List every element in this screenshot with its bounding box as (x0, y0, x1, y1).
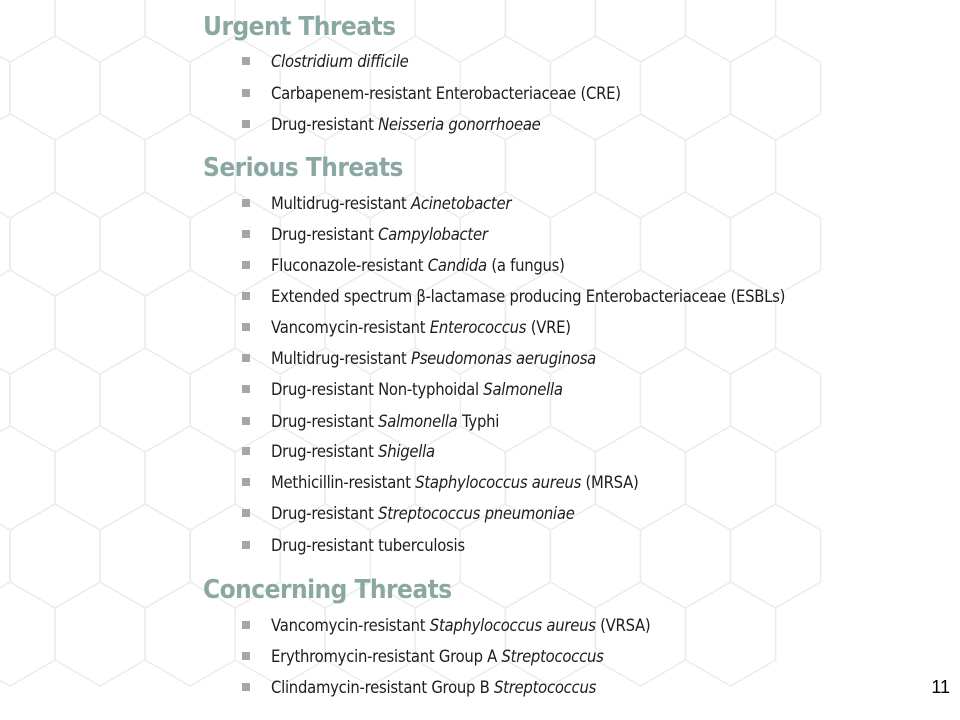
hexagon-shape (100, 192, 190, 296)
item-text-segment: Drug-resistant (271, 114, 379, 134)
list-item (242, 676, 632, 698)
square-bullet-icon (242, 230, 250, 238)
square-bullet-icon (242, 478, 250, 486)
list-item (242, 378, 595, 400)
list-item-text (271, 473, 638, 492)
item-text-segment: Streptococcus (494, 677, 597, 697)
item-text-segment: Clindamycin-resistant Group B (271, 677, 495, 697)
square-bullet-icon (242, 683, 250, 691)
item-text-segment: Erythromycin-resistant Group A (271, 646, 502, 666)
heading-concerning-threats: Concerning Threats (203, 575, 452, 605)
item-text-segment: Fluconazole-resistant (271, 255, 428, 275)
item-text-segment: Streptococcus (501, 646, 604, 666)
hexagon-shape (100, 348, 190, 452)
hexagon-shape (10, 504, 100, 608)
item-text-segment: Campylobacter (378, 224, 488, 244)
list-item-text (271, 442, 435, 461)
hexagon-shape (595, 0, 685, 62)
item-text-segment: (MRSA) (581, 472, 639, 492)
square-bullet-icon (242, 292, 250, 300)
square-bullet-icon (242, 323, 250, 331)
item-text-segment: Staphylococcus aureus (429, 615, 596, 635)
item-text-segment: Drug-resistant (271, 441, 379, 461)
hexagon-shape (145, 426, 235, 530)
square-bullet-icon (242, 621, 250, 629)
item-text-segment: Extended spectrum β-lactamase producing Enterobacteriaceae (ESBLs) (271, 286, 786, 306)
list-item-text (271, 616, 650, 635)
list-item (242, 113, 571, 135)
hexagon-shape (686, 582, 776, 686)
list-item (242, 223, 512, 245)
item-text-segment: Drug-resistant (271, 411, 379, 431)
hexagon-shape (55, 0, 145, 62)
heading-serious-threats: Serious Threats (203, 153, 403, 183)
list-item (242, 534, 486, 556)
item-text-segment: Drug-resistant tuberculosis (271, 535, 465, 555)
list-item-text (271, 536, 465, 555)
square-bullet-icon (242, 509, 250, 517)
list-item-text (271, 256, 565, 275)
list-item (242, 645, 641, 667)
item-text-segment: Candida (427, 255, 487, 275)
list-item-text (271, 194, 511, 213)
square-bullet-icon (242, 541, 250, 549)
item-text-segment: Multidrug-resistant (271, 348, 412, 368)
square-bullet-icon (242, 417, 250, 425)
hexagon-shape (415, 0, 505, 62)
hexagon-shape (0, 348, 10, 452)
hexagon-shape (731, 36, 821, 140)
item-text-segment: Methicillin-resistant (271, 472, 416, 492)
item-text-segment: Acinetobacter (411, 193, 512, 213)
square-bullet-icon (242, 652, 250, 660)
square-bullet-icon (242, 261, 250, 269)
hexagon-shape (0, 504, 10, 608)
list-item-text (271, 84, 621, 103)
square-bullet-icon (242, 385, 250, 393)
item-text-segment: Drug-resistant (271, 503, 379, 523)
hexagon-shape (731, 504, 821, 608)
item-text-segment: (a fungus) (486, 255, 565, 275)
hexagon-shape (0, 114, 55, 218)
item-text-segment: Drug-resistant Non-typhoidal (271, 379, 484, 399)
hexagon-shape (505, 0, 595, 62)
item-text-segment: Drug-resistant (271, 224, 379, 244)
list-item-text (271, 225, 488, 244)
hexagon-shape (595, 114, 685, 218)
hexagon-shape (641, 348, 731, 452)
list-item (242, 440, 453, 462)
hexagon-shape (55, 426, 145, 530)
hexagon-shape (100, 504, 190, 608)
list-item (242, 50, 424, 72)
list-item-text (271, 318, 571, 337)
hexagon-shape (0, 582, 55, 686)
hexagon-shape (0, 192, 10, 296)
square-bullet-icon (242, 57, 250, 65)
hexagon-shape (55, 582, 145, 686)
hexagon-shape (686, 0, 776, 62)
list-item-text (271, 52, 409, 71)
item-text-segment: Vancomycin-resistant (271, 615, 430, 635)
hexagon-shape (686, 114, 776, 218)
list-item-text (271, 647, 604, 666)
list-item-text (271, 115, 541, 134)
item-text-segment: Staphylococcus aureus (415, 472, 582, 492)
list-item-text (271, 678, 596, 697)
hexagon-shape (55, 270, 145, 374)
hexagon-shape (10, 348, 100, 452)
hexagon-shape (731, 348, 821, 452)
item-text-segment: Enterococcus (429, 317, 527, 337)
square-bullet-icon (242, 354, 250, 362)
item-text-segment: Salmonella (378, 411, 458, 431)
list-item (242, 614, 693, 636)
item-text-segment: Neisseria gonorrhoeae (378, 114, 541, 134)
list-item-text (271, 349, 596, 368)
item-text-segment: Shigella (378, 441, 435, 461)
item-text-segment: Multidrug-resistant (271, 193, 412, 213)
list-item (242, 254, 597, 276)
item-text-segment: Clostridium difficile (271, 51, 409, 71)
hexagon-shape (641, 504, 731, 608)
list-item (242, 285, 842, 307)
square-bullet-icon (242, 120, 250, 128)
hexagon-shape (100, 36, 190, 140)
list-item (242, 192, 538, 214)
list-item (242, 471, 679, 493)
list-item-text (271, 287, 785, 306)
list-item (242, 82, 660, 104)
list-item (242, 502, 608, 524)
item-text-segment: (VRE) (526, 317, 571, 337)
list-item (242, 347, 632, 369)
hexagon-shape (10, 36, 100, 140)
list-item-text (271, 412, 499, 431)
heading-urgent-threats: Urgent Threats (203, 12, 396, 42)
hexagon-shape (0, 426, 55, 530)
list-item-text (271, 380, 563, 399)
hexagon-shape (0, 36, 10, 140)
hexagon-shape (55, 114, 145, 218)
list-item (242, 410, 524, 432)
item-text-segment: Carbapenem-resistant Enterobacteriaceae (CRE) (271, 83, 621, 103)
hexagon-shape (686, 426, 776, 530)
page-number: 11 (931, 677, 950, 697)
hexagon-shape (0, 270, 55, 374)
square-bullet-icon (242, 447, 250, 455)
square-bullet-icon (242, 89, 250, 97)
item-text-segment: Vancomycin-resistant (271, 317, 430, 337)
item-text-segment: Pseudomonas aeruginosa (411, 348, 596, 368)
hexagon-shape (10, 192, 100, 296)
item-text-segment: Streptococcus pneumoniae (378, 503, 575, 523)
hexagon-shape (145, 270, 235, 374)
hexagon-shape (550, 192, 640, 296)
item-text-segment: (VRSA) (595, 615, 651, 635)
square-bullet-icon (242, 199, 250, 207)
list-item-text (271, 504, 575, 523)
list-item (242, 316, 604, 338)
hexagon-shape (641, 192, 731, 296)
item-text-segment: Salmonella (483, 379, 563, 399)
hexagon-shape (731, 192, 821, 296)
item-text-segment: Typhi (457, 411, 500, 431)
